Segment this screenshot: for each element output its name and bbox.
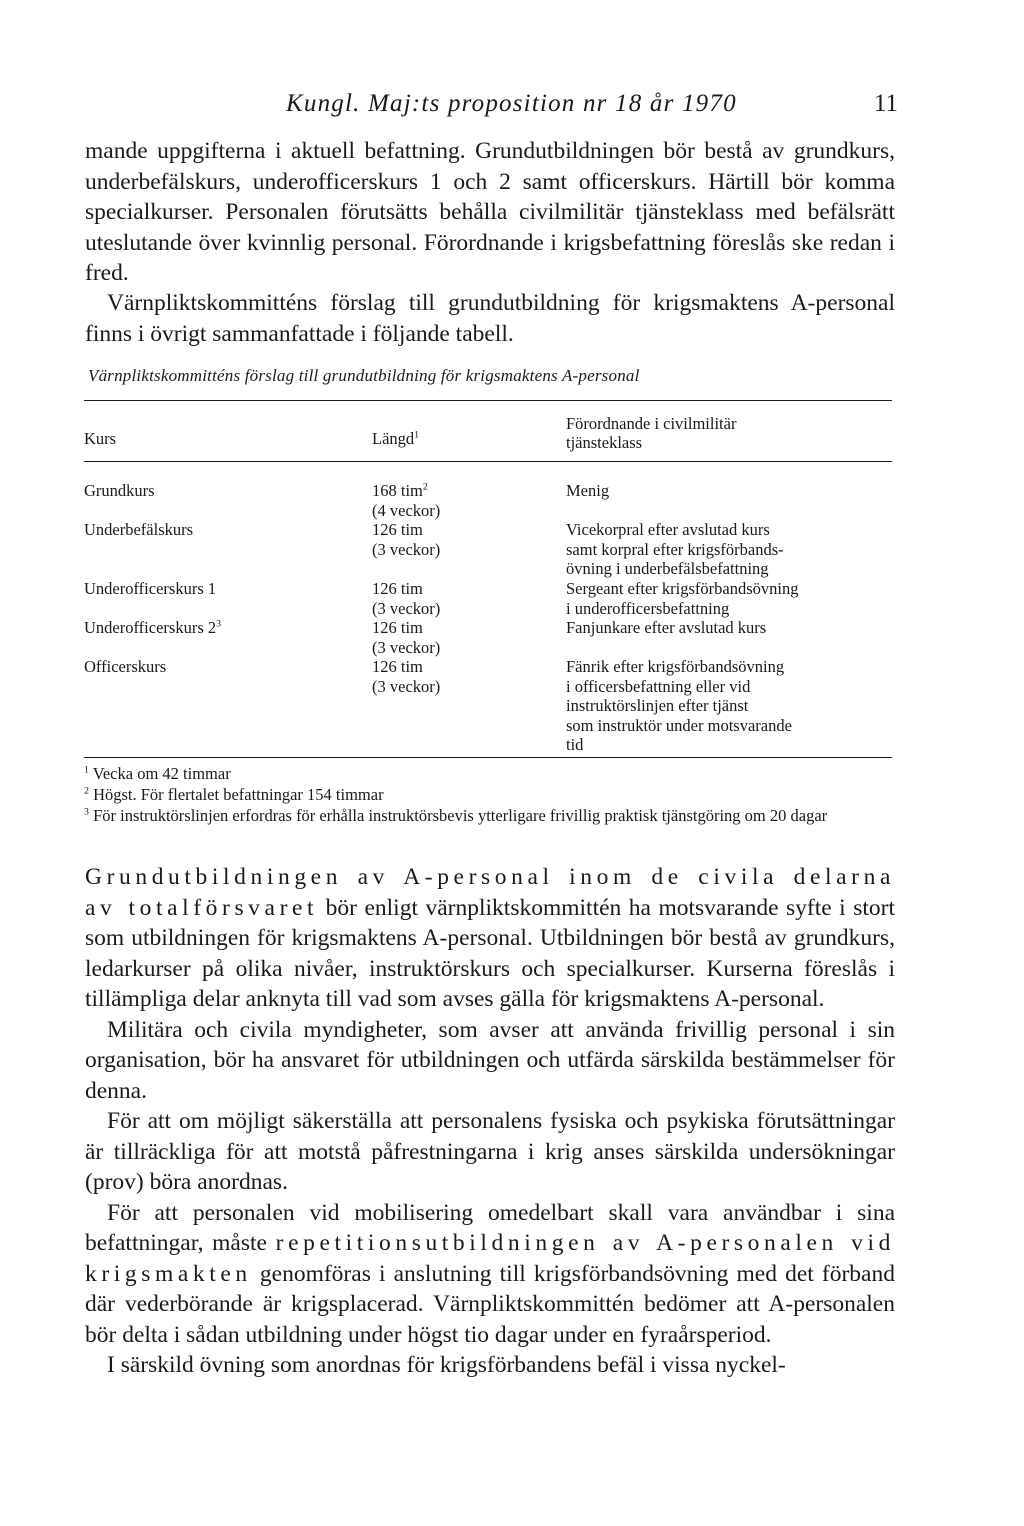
row-3-kurs: Underofficerskurs 1 bbox=[84, 579, 217, 598]
header-forordnande-line-2: tjänsteklass bbox=[566, 433, 643, 452]
header-langd-footnote-mark: 1 bbox=[414, 429, 420, 441]
row-2-forordnande: Vicekorpral efter avslutad kurs samt korpral efter krigsförbands- övning i underbefälsbefattning bbox=[566, 520, 784, 579]
row-1-forordnande: Menig bbox=[566, 481, 610, 500]
row-2-langd: 126 tim (3 veckor) bbox=[372, 520, 441, 559]
header-kurs: Kurs bbox=[84, 429, 117, 448]
body-paragraph-5: I särskild övning som anordnas för krigsförbandens befäl i vissa nyckel- bbox=[107, 1352, 786, 1378]
body-paragraph-3: För att om möjligt säkerställa att personalens fysiska och psykiska förutsättningar är tillräckliga för att motstå påfrestningarna i krig anses särskilda undersökningar (prov) böra anordnas. bbox=[85, 1108, 895, 1195]
row-3-forordnande: Sergeant efter krigsförbandsövning i underofficersbefattning bbox=[566, 579, 799, 618]
table-caption: Värnpliktskommitténs förslag till grundutbildning för krigsmaktens A-personal bbox=[88, 366, 640, 385]
row-5-langd: 126 tim (3 veckor) bbox=[372, 657, 441, 696]
row-4-langd: 126 tim (3 veckor) bbox=[372, 618, 441, 657]
table-top-rule bbox=[84, 400, 892, 401]
row-4-footnote-mark: 3 bbox=[216, 618, 222, 630]
row-1-kurs: Grundkurs bbox=[84, 481, 155, 500]
row-1-footnote-mark: 2 bbox=[422, 481, 428, 493]
body-paragraph-2: Militära och civila myndigheter, som avser att använda frivillig personal i sin organisation, bör ha ansvaret för utbildningen och utfärda särskilda bestämmelser för denna. bbox=[85, 1016, 895, 1104]
row-4-kurs: Underofficerskurs $2^3$ bbox=[84, 618, 222, 637]
row-2-kurs: Underbefälskurs bbox=[84, 520, 194, 539]
intro-paragraph-1: mande uppgifterna i aktuell befattning. Grundutbildningen bör bestå av grundkurs, underbefälskurs, underofficerskurs 1 och 2 samt officerskurs. Härtill bör komma specialkurser. Personalen förutsätts behålla civilmilitär tjänsteklass med befälsrätt uteslutande över kvinnlig personal. Förordnande i krigsbefattning föreslås ske redan i fred. bbox=[85, 138, 895, 286]
intro-paragraph-2: Värnpliktskommitténs förslag till grundutbildning för krigsmaktens A-personal finns i övrigt sammanfattade i följande tabell. bbox=[85, 290, 895, 347]
row-1-langd: 168 tim$^2$ (4 veckor) bbox=[372, 481, 441, 520]
body-paragraph-4: För att personalen vid mobilisering omedelbart skall vara användbar i sina befattningar, måste repetitionsutbildningen av A-personalen vid krigsmakten genomföras i anslutning till krigsförbandsövning med det förband där vederbörande är krigsplacerad. Värnpliktskommittén bedömer att A-personalen bör delta i sådan utbildning under högst tio dagar under en fyraårsperiod. bbox=[85, 1199, 896, 1348]
footnote-2: $^2$ Högst. För flertalet befattningar 154 timmar bbox=[84, 785, 384, 804]
spaced-emphasis-1: Grundutbildningen av A-personal inom de civila delarna av totalförsvaret bbox=[85, 864, 895, 921]
header-title: Kungl. Maj:ts proposition nr 18 år 1970 bbox=[286, 90, 737, 117]
page-number: 11 bbox=[873, 90, 898, 117]
row-5-forordnande: Fänrik efter krigsförbandsövning i officersbefattning eller vid instruktörslinjen efter tjänst som instruktör under motsvarande tid bbox=[566, 657, 792, 755]
row-5-kurs: Officerskurs bbox=[84, 657, 167, 676]
body-paragraph-1: Grundutbildningen av A-personal inom de civila delarna av totalförsvaret bör enligt värnpliktskommittén ha motsvarande syfte i stort som utbildningen för krigsmaktens A-personal. Utbildningen bör bestå av grundkurs, ledarkurser på olika nivåer, instruktörskurs och specialkurser. Kurserna föreslås i tillämpliga delar anknyta till vad som avses gälla för krigsmaktens A-personal. bbox=[85, 864, 895, 1012]
row-3-langd: 126 tim (3 veckor) bbox=[372, 579, 441, 618]
table-header-rule bbox=[84, 461, 892, 462]
running-header bbox=[286, 90, 898, 124]
body-text bbox=[85, 862, 895, 1381]
table-bottom-rule bbox=[84, 757, 892, 758]
row-4-forordnande: Fanjunkare efter avslutad kurs bbox=[566, 618, 767, 637]
header-forordnande-line-1: Förordnande i civilmilitär bbox=[566, 414, 737, 433]
header-langd: Längd$^1$ bbox=[372, 429, 420, 448]
footnote-1: $^1$ Vecka om 42 timmar bbox=[84, 764, 231, 783]
footnote-3: $^3$ För instruktörslinjen erfordras för erhålla instruktörsbevis ytterligare frivillig praktisk tjänstgöring om 20 dagar bbox=[84, 806, 828, 825]
spaced-emphasis-2: repetitionsutbildningen av A-personalen vid krigsmakten bbox=[85, 1230, 896, 1287]
